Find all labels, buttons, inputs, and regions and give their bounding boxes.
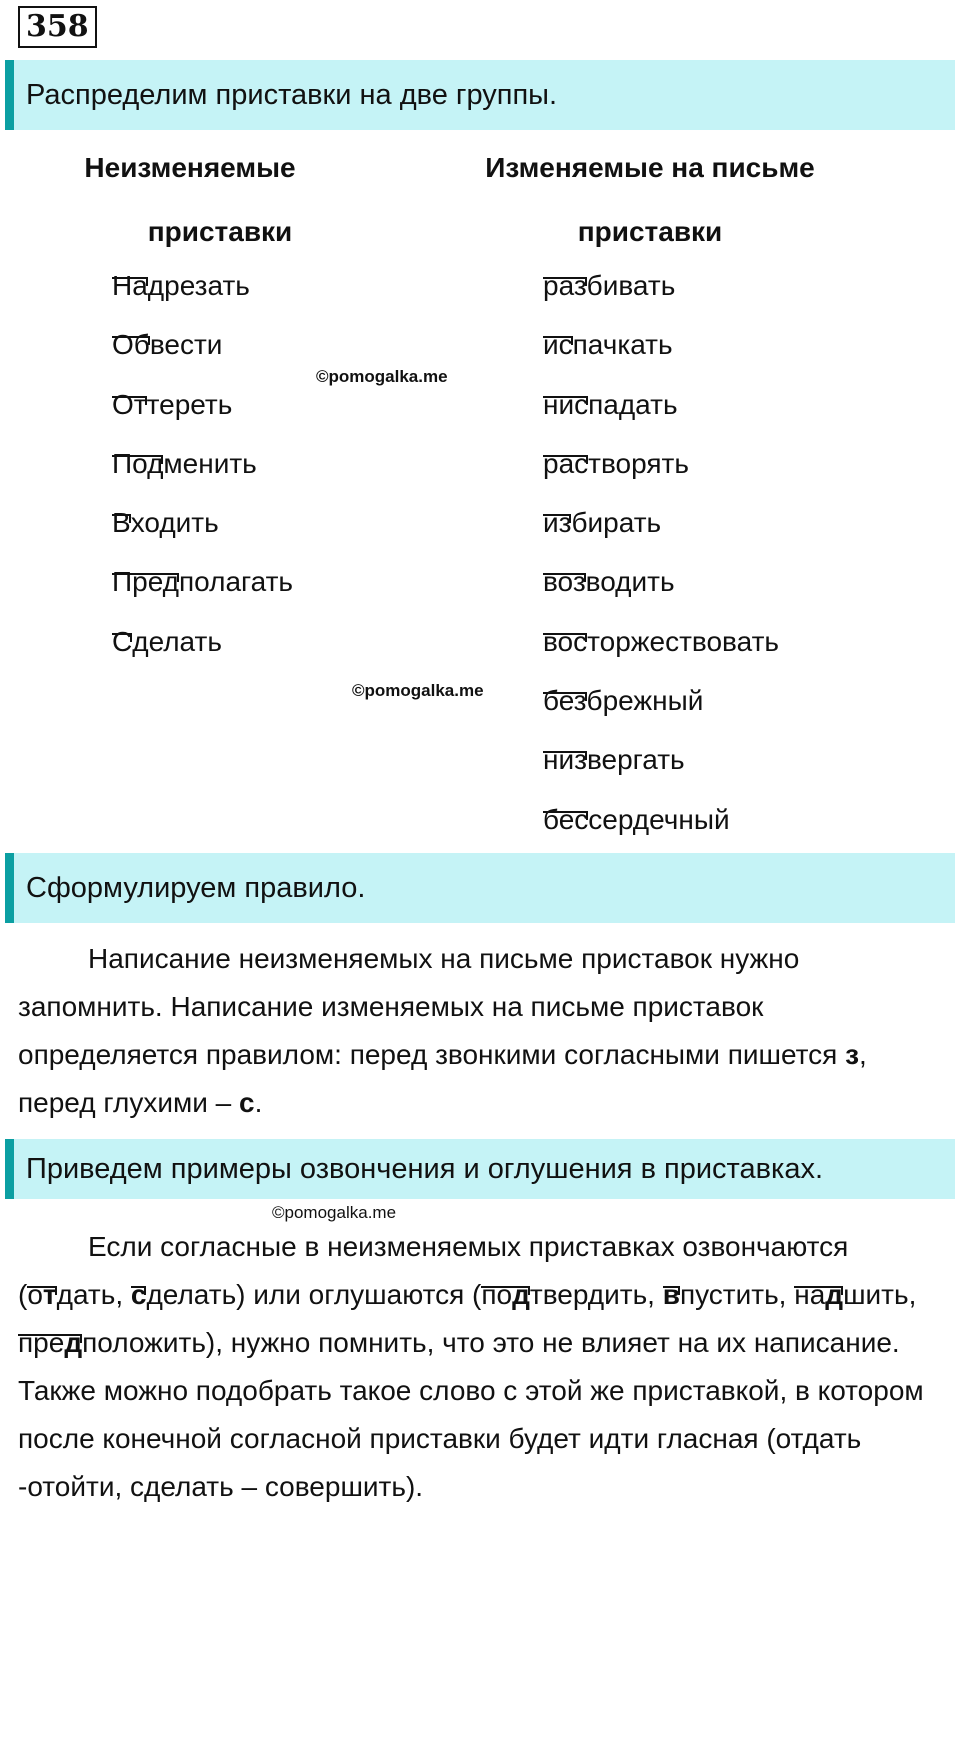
word-rest: водить xyxy=(585,566,675,598)
word-rest: полагать xyxy=(179,566,293,598)
text: дать, xyxy=(56,1279,131,1310)
section-title-distribute: Распределим приставки на две группы. xyxy=(5,60,955,130)
watermark: ©pomogalka.me xyxy=(352,681,484,700)
prefix-text: о xyxy=(27,1279,43,1310)
word-item xyxy=(112,552,293,611)
word-rest: падать xyxy=(588,388,678,420)
bold-letter: т xyxy=(42,1279,57,1310)
bold-letter: з xyxy=(845,1039,860,1070)
word-item xyxy=(112,375,293,434)
lower-content xyxy=(0,853,960,1531)
rule-paragraph xyxy=(18,935,948,1127)
prefix-text: пре xyxy=(18,1327,65,1358)
word-rest: сердечный xyxy=(588,803,730,835)
prefix-mark: воз xyxy=(543,566,586,598)
header-line: приставки xyxy=(147,216,293,247)
word-item xyxy=(112,256,293,315)
prefix-mark: От xyxy=(112,388,147,420)
prefix-mark: раз xyxy=(543,270,587,301)
word-item xyxy=(543,612,779,671)
word-rest: торжествовать xyxy=(587,625,779,657)
bold-letter: с xyxy=(130,1279,147,1310)
text: , перед глухими – xyxy=(18,1039,867,1118)
word-item xyxy=(543,493,779,552)
word-item xyxy=(543,552,779,611)
prefix-mark: Об xyxy=(112,329,150,361)
prefix-mark: низ xyxy=(543,744,587,776)
word-rest: вергать xyxy=(586,744,685,776)
text: шить, xyxy=(843,1279,917,1310)
text: Если согласные в неизменяемых приставках озвончаются ( xyxy=(18,1231,849,1310)
word-item xyxy=(543,375,779,434)
word-item xyxy=(112,315,293,374)
prefix-mark xyxy=(27,1279,56,1310)
word-rest: тереть xyxy=(146,388,233,420)
word-rest: менить xyxy=(163,447,257,479)
prefix-mark: нис xyxy=(543,388,589,420)
text: . xyxy=(254,1087,263,1118)
header-line: Неизменяемые xyxy=(84,152,296,183)
word-item xyxy=(112,493,293,552)
word-item xyxy=(543,256,779,315)
word-item xyxy=(112,612,293,671)
section-title-examples: Приведем примеры озвончения и оглушения в приставках. xyxy=(5,1139,955,1199)
text: Написание неизменяемых на письме приставок нужно запомнить. Написание изменяемых на письме приставок определяется правилом: перед звонкими согласными пишется xyxy=(18,943,846,1070)
header-line: Изменяемые на письме xyxy=(485,152,815,183)
right-column-header xyxy=(450,136,850,264)
word-rest: дрезать xyxy=(147,270,250,301)
prefix-mark: без xyxy=(543,685,587,717)
prefix-mark: С xyxy=(112,625,133,657)
text: твердить, xyxy=(529,1279,663,1310)
examples-paragraph xyxy=(18,1223,948,1511)
word-rest: пачкать xyxy=(572,329,673,361)
prefix-mark: Под xyxy=(112,447,164,479)
left-column-header xyxy=(40,136,340,264)
word-item xyxy=(543,730,779,789)
word-item xyxy=(543,790,779,849)
bold-letter: д xyxy=(64,1327,83,1358)
bold-letter: с xyxy=(238,1087,255,1118)
prefix-mark: ис xyxy=(543,329,573,361)
prefix-mark: В xyxy=(112,507,131,539)
prefix-mark: На xyxy=(112,270,148,301)
text: пустить, xyxy=(679,1279,795,1310)
word-item xyxy=(543,671,779,730)
word-item xyxy=(543,434,779,493)
word-rest: брежный xyxy=(586,685,704,717)
prefix-mark xyxy=(663,1279,680,1310)
word-rest: делать xyxy=(132,625,222,657)
left-word-list xyxy=(112,256,293,671)
word-rest: вести xyxy=(149,329,223,361)
prefix-mark xyxy=(794,1279,843,1310)
bold-letter: д xyxy=(825,1279,844,1310)
prefix-text: на xyxy=(794,1279,826,1310)
prefix-mark xyxy=(131,1279,147,1310)
prefix-text: по xyxy=(481,1279,513,1310)
text: положить), нужно помнить, что это не влияет на их написание. Также можно подобрать такое слово с этой же приставкой, в котором после конечной согласной приставки будет идти гласная (отдать -отойти, сделать – совершить). xyxy=(18,1327,924,1502)
watermark: ©pomogalka.me xyxy=(272,1203,397,1222)
word-rest: творять xyxy=(588,447,689,479)
word-rest: бивать xyxy=(586,270,676,301)
prefix-mark xyxy=(18,1327,82,1358)
exercise-number: 358 xyxy=(18,6,97,48)
prefix-mark: вос xyxy=(543,625,588,657)
prefix-mark xyxy=(481,1279,530,1310)
section-title-rule: Сформулируем правило. xyxy=(5,853,955,923)
word-item xyxy=(112,434,293,493)
watermark: ©pomogalka.me xyxy=(316,367,448,386)
header-line: приставки xyxy=(577,216,723,247)
prefix-mark: бес xyxy=(543,803,589,835)
bold-letter: в xyxy=(662,1279,680,1310)
bold-letter: д xyxy=(512,1279,530,1310)
word-rest: ходить xyxy=(130,507,219,539)
prefix-mark: Пред xyxy=(112,566,179,598)
word-item xyxy=(543,315,779,374)
prefix-mark: из xyxy=(543,507,572,539)
right-word-list xyxy=(543,256,779,849)
prefix-mark: рас xyxy=(543,447,589,479)
word-rest: бирать xyxy=(571,507,662,539)
text: делать) или оглушаются ( xyxy=(146,1279,482,1310)
